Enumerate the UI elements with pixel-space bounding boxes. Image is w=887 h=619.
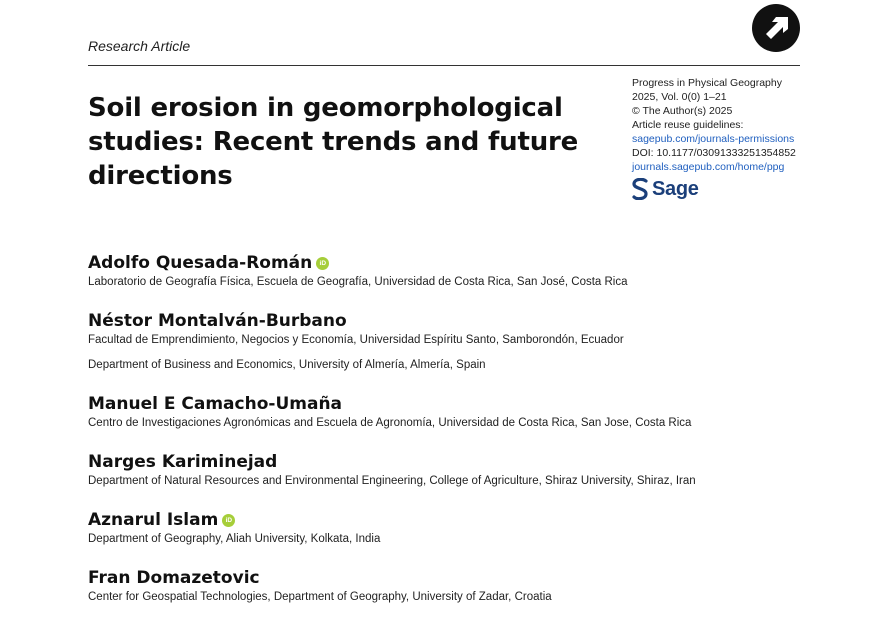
- author-block: [88, 252, 628, 290]
- orcid-icon[interactable]: iD: [316, 257, 329, 270]
- article-type-label: Research Article: [88, 38, 191, 54]
- affiliation: Center for Geospatial Technologies, Department of Geography, University of Zadar, Croatia: [88, 591, 552, 603]
- publisher-logo[interactable]: [632, 176, 699, 202]
- author-block: [88, 393, 691, 431]
- author-name-text: Aznarul Islam: [88, 510, 219, 530]
- author-block: [88, 451, 696, 489]
- journal-meta: [632, 76, 832, 174]
- author-name: [88, 509, 380, 531]
- author-name: [88, 393, 691, 415]
- journal-name: Progress in Physical Geography: [632, 77, 782, 89]
- affiliation: Department of Geography, Aliah University, Kolkata, India: [88, 533, 381, 545]
- author-name: [88, 252, 628, 274]
- author-name: [88, 310, 624, 332]
- reuse-label: Article reuse guidelines:: [632, 119, 744, 131]
- article-title: Soil erosion in geomorphological studies: Recent trends and future directions: [88, 93, 579, 191]
- arrow-up-right-icon[interactable]: [752, 4, 800, 52]
- author-block: [88, 509, 380, 547]
- affiliation: Department of Natural Resources and Environmental Engineering, College of Agriculture, Shiraz University, Shiraz, Iran: [88, 475, 696, 487]
- author-name-text: Manuel E Camacho-Umaña: [88, 394, 343, 414]
- volume-info: 2025, Vol. 0(0) 1–21: [632, 91, 727, 103]
- copyright: © The Author(s) 2025: [632, 105, 733, 117]
- author-block: [88, 310, 624, 373]
- author-name-text: Fran Domazetovic: [88, 568, 260, 588]
- author-block: [88, 567, 552, 605]
- author-name-text: Néstor Montalván-Burbano: [88, 311, 347, 331]
- header-rule: [88, 65, 800, 66]
- publisher-name: Sage: [652, 177, 699, 200]
- author-name: [88, 567, 552, 589]
- affiliation: Laboratorio de Geografía Física, Escuela de Geografía, Universidad de Costa Rica, San José, Costa Rica: [88, 276, 628, 288]
- reuse-link[interactable]: sagepub.com/journals-permissions: [632, 133, 795, 145]
- author-name-text: Adolfo Quesada-Román: [88, 253, 313, 273]
- sage-s-icon: [632, 178, 648, 200]
- orcid-icon[interactable]: iD: [222, 514, 235, 527]
- affiliation: Department of Business and Economics, University of Almería, Almería, Spain: [88, 359, 486, 371]
- doi[interactable]: DOI: 10.1177/03091333251354852: [632, 147, 796, 159]
- author-name: [88, 451, 696, 473]
- journal-link[interactable]: journals.sagepub.com/home/ppg: [632, 161, 785, 173]
- affiliation: Centro de Investigaciones Agronómicas and Escuela de Agronomía, Universidad de Costa Rica, San Jose, Costa Rica: [88, 417, 692, 429]
- affiliation: Facultad de Emprendimiento, Negocios y Economía, Universidad Espíritu Santo, Samborondón, Ecuador: [88, 334, 624, 346]
- author-name-text: Narges Kariminejad: [88, 452, 278, 472]
